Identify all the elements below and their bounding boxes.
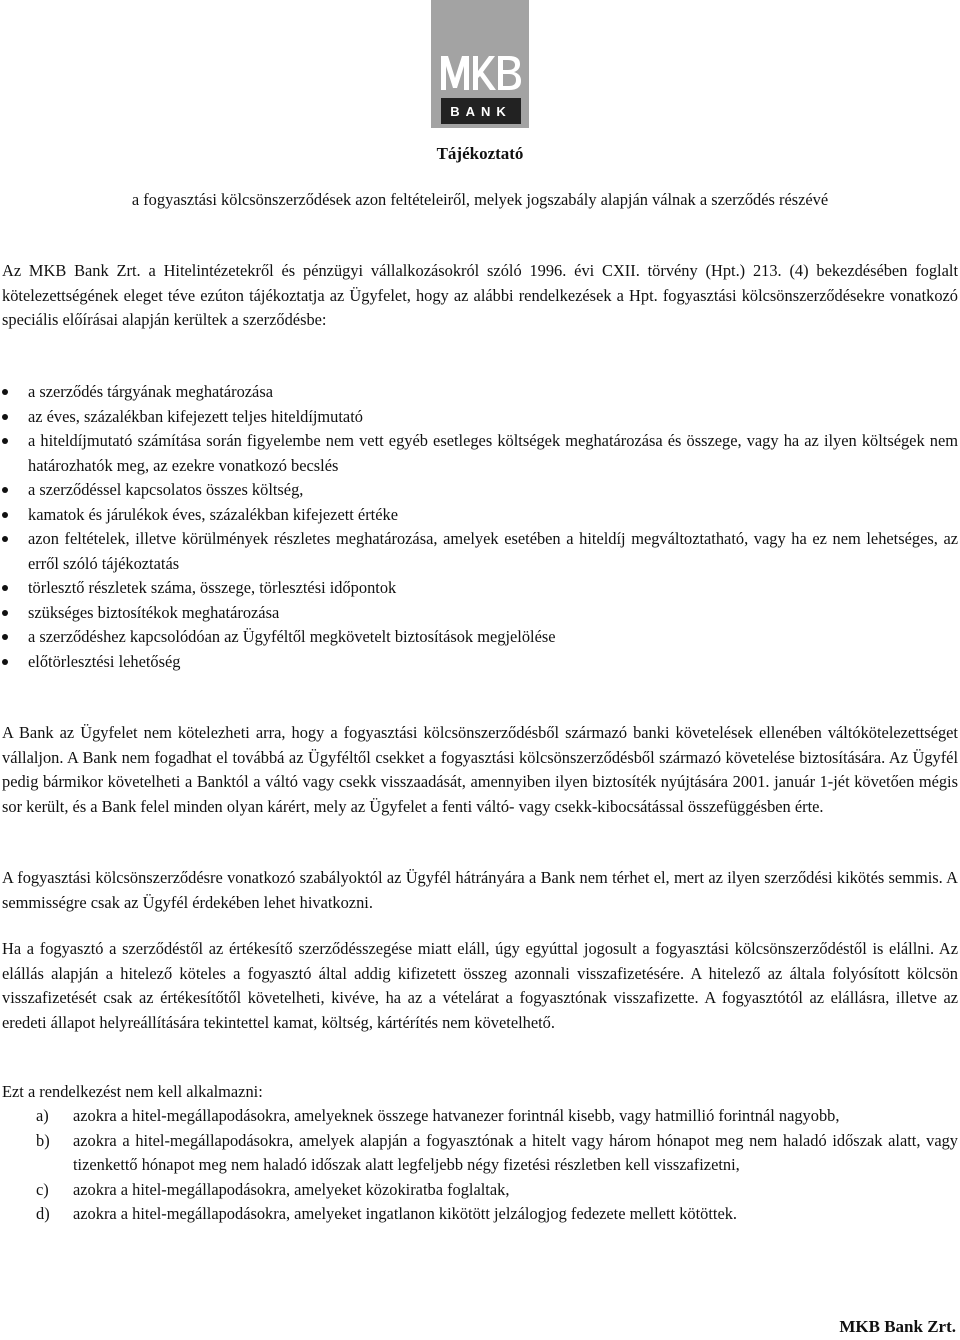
mkb-bank-logo bbox=[431, 0, 529, 128]
list-item: az éves, százalékban kifejezett teljes hiteldíjmutató bbox=[0, 405, 958, 430]
list-item: azon feltételek, illetve körülmények részletes meghatározása, amelyek esetében a hiteldíj megváltoztatható, vagy ha ez nem lehetséges, az erről szóló tájékoztatás bbox=[0, 527, 958, 576]
list-item: szükséges biztosítékok meghatározása bbox=[0, 601, 958, 626]
exceptions-list bbox=[0, 1104, 958, 1227]
logo-graphic bbox=[431, 0, 529, 128]
bullet-icon bbox=[2, 414, 8, 420]
exceptions-lead: Ezt a rendelkezést nem kell alkalmazni: bbox=[2, 1082, 263, 1101]
bullet-icon bbox=[2, 659, 8, 665]
list-item: a szerződéshez kapcsolódóan az Ügyféltől megkövetelt biztosítások megjelölése bbox=[0, 625, 958, 650]
list-item: a szerződéssel kapcsolatos összes költség, bbox=[0, 478, 958, 503]
signature: MKB Bank Zrt. bbox=[839, 1317, 956, 1336]
list-item: d) azokra a hitel-megállapodásokra, amelyeket ingatlanon kikötött jelzálogjog fedezete mellett kötöttek. bbox=[36, 1204, 738, 1223]
bullet-icon bbox=[2, 585, 8, 591]
bullet-icon bbox=[2, 389, 8, 395]
deviation-paragraph: A fogyasztási kölcsönszerződésre vonatkozó szabályoktól az Ügyfél hátrányára a Bank nem térhet el, mert az ilyen szerződési kikötés semmis. A semmisségre csak az Ügyfél érdekében lehet hivatkozni. bbox=[2, 868, 958, 912]
list-item: c) azokra a hitel-megállapodásokra, amelyeket közokiratba foglaltak, bbox=[36, 1179, 510, 1199]
list-item: a hiteldíjmutató számítása során figyelembe nem vett egyéb esetleges költségek meghatározása és összege, vagy ha az ilyen költségek nem határozhatók meg, az ezekre vonatkozó becslés bbox=[0, 429, 958, 478]
document-title: Tájékoztató bbox=[436, 144, 524, 163]
bullet-icon bbox=[2, 536, 8, 542]
bullet-icon bbox=[2, 610, 8, 616]
list-item: a szerződés tárgyának meghatározása bbox=[0, 380, 958, 405]
bullet-icon bbox=[2, 438, 8, 444]
bill-of-exchange-paragraph: A Bank az Ügyfelet nem kötelezheti arra, hogy a fogyasztási kölcsönszerződésből származó banki követelések ellenében váltókötelezettséget vállaljon. A Bank nem fogadhat el továbbá az Ügyféltől csekket a fogyasztási kölcsönszerződésből származó követelése biztosítására. Az Ügyfél pedig bármikor követelheti a Banktól a váltó vagy csekk visszaadását, amennyiben ilyen biztosíték nyújtására 2001. január 1-jét követően mégis sor került, és a Bank felel minden olyan kárért, mely az Ügyfelet a fenti váltó- vagy csekk-kibocsátással összefüggésben érte. bbox=[2, 723, 958, 816]
svg-text:BANK: BANK bbox=[450, 104, 512, 119]
document-subtitle: a fogyasztási kölcsönszerződések azon feltételeiről, melyek jogszabály alapján válnak a szerződés részévé bbox=[131, 190, 829, 209]
list-item: kamatok és járulékok éves, százalékban kifejezett értéke bbox=[0, 503, 958, 528]
list-item: előtörlesztési lehetőség bbox=[0, 650, 958, 675]
bullet-icon bbox=[2, 487, 8, 493]
withdrawal-paragraph: Ha a fogyasztó a szerződéstől az értékesítő szerződésszegése miatt eláll, úgy egyúttal jogosult a fogyasztási kölcsönszerződéstől is elállni. Az elállás alapján a hitelező köteles a fogyasztó által addig kifizetett összeg azonnali visszafizetésére. A hitelező az általa folyósított kölcsön visszafizetését csak az értékesítőtől követelheti, kivéve, ha az a vételárat a fogyasztónak visszafizette. A fogyasztótól az elállásra, illetve az eredeti állapot helyreállítására tekintettel kamat, költség, kártérítés nem követelhető. bbox=[2, 939, 958, 1032]
list-item: törlesztő részletek száma, összege, törlesztési időpontok bbox=[0, 576, 958, 601]
bullet-icon bbox=[2, 634, 8, 640]
bullet-icon bbox=[2, 512, 8, 518]
list-item: b) azokra a hitel-megállapodásokra, amelyek alapján a fogyasztónak a hitelt vagy három hónapot meg nem haladó időszak alatt, vagy tizenkettő hónapot meg nem haladó időszak alatt legfeljebb négy fizetési részletben kell visszafizetni, bbox=[36, 1130, 958, 1174]
list-item: a) azokra a hitel-megállapodásokra, amelyeknek összege hatvanezer forintnál kisebb, vagy hatmillió forintnál nagyobb, bbox=[36, 1106, 840, 1125]
provisions-list bbox=[0, 380, 958, 674]
intro-paragraph: Az MKB Bank Zrt. a Hitelintézetekről és pénzügyi vállalkozásokról szóló 1996. évi CXII. törvény (Hpt.) 213. (4) bekezdésében foglalt kötelezettségének eleget téve ezúton tájékoztatja az Ügyfelet, hogy az alábbi rendelkezések a Hpt. fogyasztási kölcsönszerződésekre vonatkozó speciális előírásai alapján kerültek a szerződésbe: bbox=[2, 261, 958, 329]
